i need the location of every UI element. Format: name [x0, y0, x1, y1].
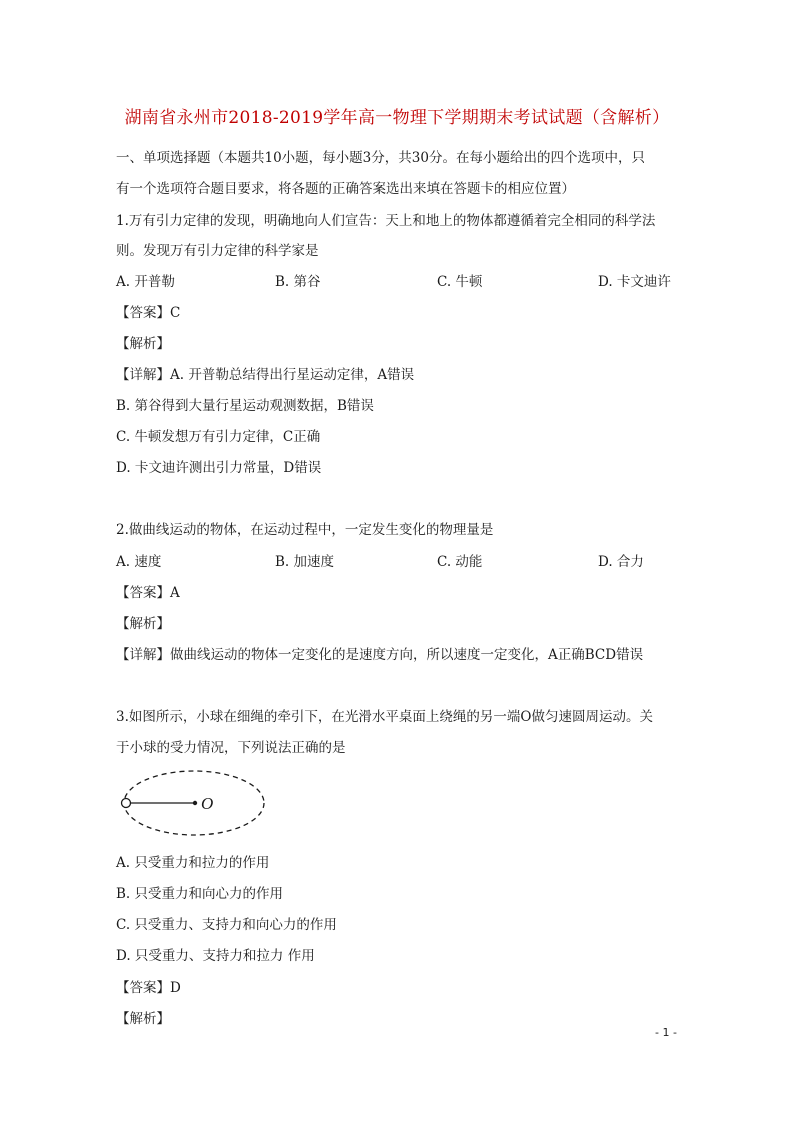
q2-option-c: C. 动能 [437, 554, 483, 570]
document-title: 湖南省永州市2018-2019学年高一物理下学期期末考试试题（含解析） [124, 108, 670, 128]
q3-analysis: 【解析】 [116, 1011, 170, 1027]
q1-option-d: D. 卡文迪许 [598, 274, 671, 290]
q3-option-b: B. 只受重力和向心力的作用 [116, 886, 284, 902]
q1-stem-line2: 则。发现万有引力定律的科学家是 [116, 243, 319, 259]
q3-stem-line1: 3.如图所示，小球在细绳的牵引下，在光滑水平桌面上绕绳的另一端O做匀速圆周运动。关 [116, 709, 653, 725]
q2-option-d: D. 合力 [598, 554, 644, 570]
q1-answer: 【答案】C [116, 305, 181, 321]
q2-analysis: 【解析】 [116, 616, 170, 632]
q1-detail-line: D. 卡文迪许测出引力常量，D错误 [116, 460, 322, 476]
page-number: - 1 - [655, 1026, 677, 1039]
q3-answer: 【答案】D [116, 980, 181, 996]
q2-stem: 2.做曲线运动的物体，在运动过程中，一定发生变化的物理量是 [116, 522, 494, 538]
q1-detail-line: 【详解】A. 开普勒总结得出行星运动定律，A错误 [116, 367, 415, 383]
q3-option-c: C. 只受重力、支持力和向心力的作用 [116, 917, 337, 933]
q1-detail-line: B. 第谷得到大量行星运动观测数据，B错误 [116, 398, 374, 414]
section-header-line1: 一、单项选择题（本题共10小题，每小题3分，共30分。在每小题给出的四个选项中，只 [116, 150, 645, 166]
q1-option-b: B. 第谷 [275, 274, 321, 290]
q1-analysis: 【解析】 [116, 336, 170, 352]
q2-detail: 【详解】做曲线运动的物体一定变化的是速度方向，所以速度一定变化，A正确BCD错误 [116, 647, 644, 663]
section-header-line2: 有一个选项符合题目要求，将各题的正确答案选出来填在答题卡的相应位置） [116, 181, 575, 197]
q1-option-c: C. 牛顿 [437, 274, 483, 290]
q2-option-b: B. 加速度 [275, 554, 335, 570]
q1-option-a: A. 开普勒 [116, 274, 175, 290]
q2-option-a: A. 速度 [116, 554, 162, 570]
q3-option-a: A. 只受重力和拉力的作用 [116, 855, 270, 871]
q3-stem-line2: 于小球的受力情况，下列说法正确的是 [116, 740, 346, 756]
q2-answer: 【答案】A [116, 585, 180, 601]
center-label-o: O [201, 794, 214, 813]
ball-icon [122, 799, 131, 808]
q3-option-d: D. 只受重力、支持力和拉力 作用 [116, 948, 315, 964]
circular-motion-figure [112, 766, 272, 846]
center-point [193, 801, 197, 805]
q1-stem-line1: 1.万有引力定律的发现，明确地向人们宣告：天上和地上的物体都遵循着完全相同的科学法 [116, 213, 656, 229]
q1-detail-line: C. 牛顿发想万有引力定律，C正确 [116, 429, 321, 445]
